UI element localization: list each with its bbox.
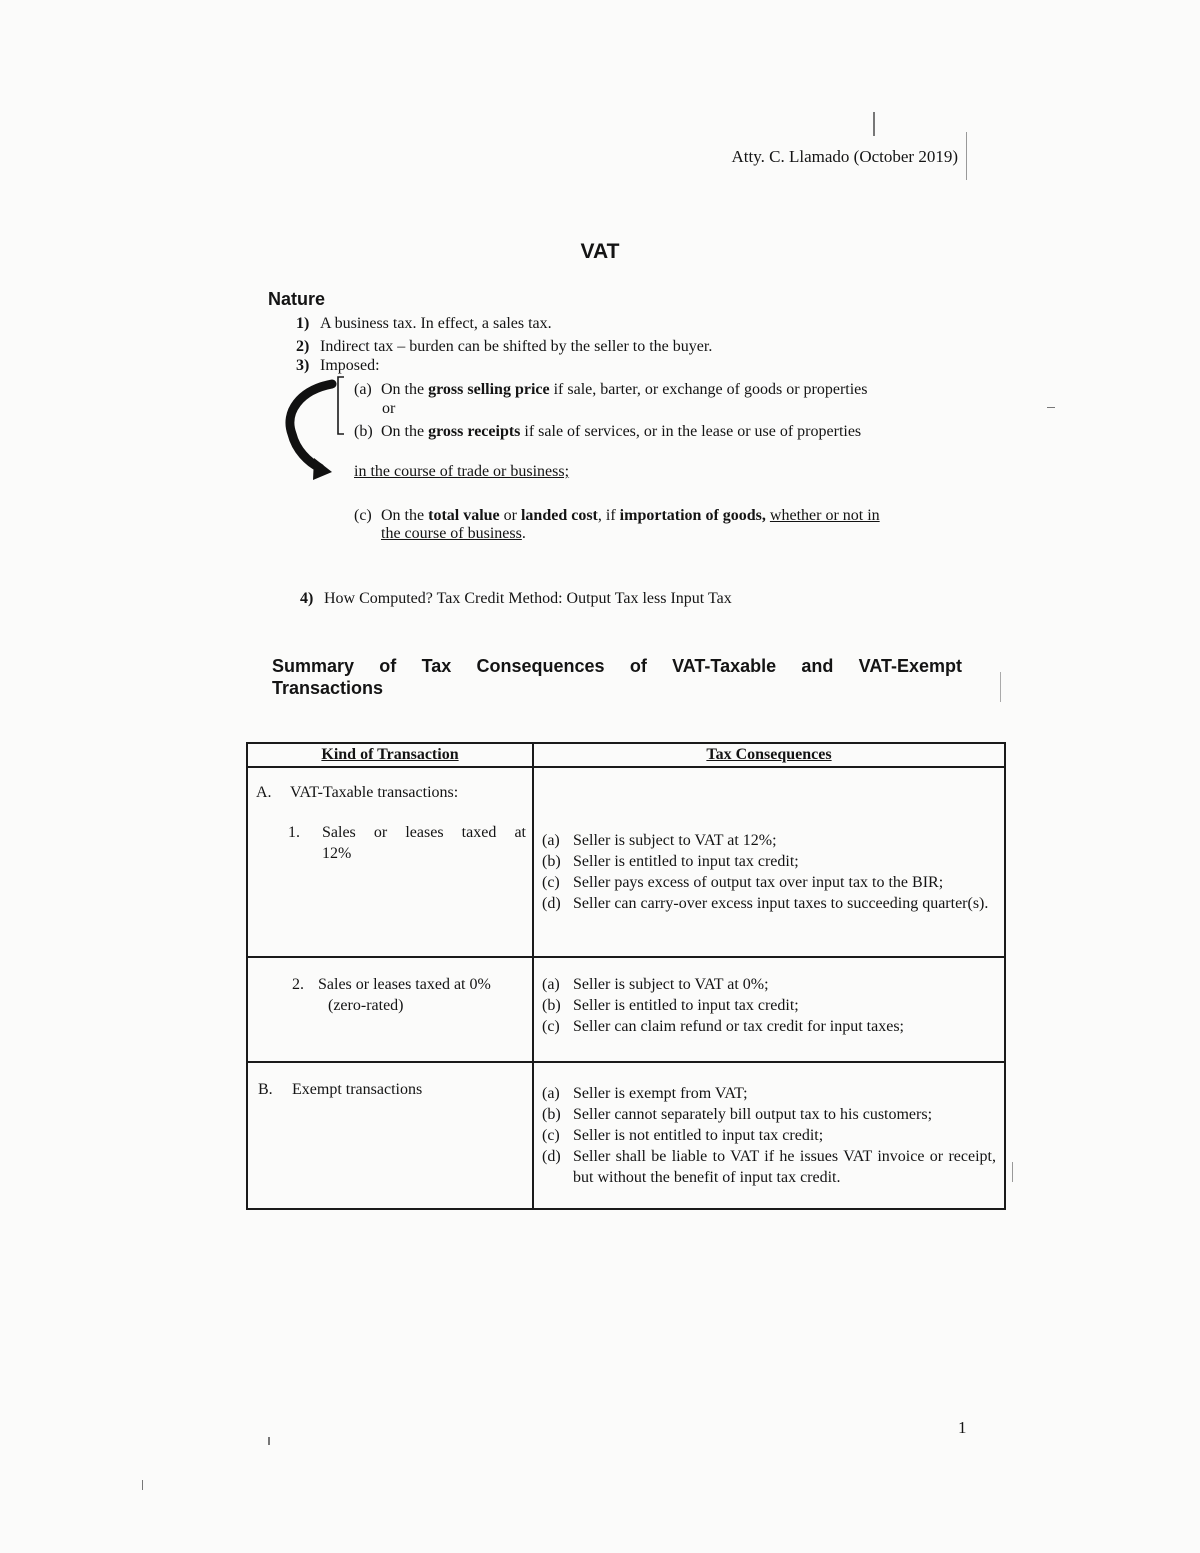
item-number: 4) <box>300 590 314 607</box>
text: if sale, barter, or exchange of goods or properties <box>549 381 868 398</box>
list-item <box>542 1146 996 1188</box>
section-text: VAT-Taxable transactions: <box>290 784 459 801</box>
consequences-list <box>534 1063 1004 1188</box>
section-a <box>248 768 532 802</box>
item-label: (a) <box>542 976 560 993</box>
item-number: 3) <box>296 357 310 374</box>
item-text: Imposed: <box>320 357 380 374</box>
item-number: 1) <box>296 315 310 332</box>
section-label: B. <box>258 1081 273 1098</box>
list-item <box>542 1016 996 1037</box>
item-label: (c) <box>542 874 560 891</box>
kind-text: 12% <box>322 845 352 862</box>
tax-consequences-table <box>246 742 1006 1210</box>
nature-heading: Nature <box>268 289 326 309</box>
importation-term: importation of goods, <box>619 507 766 524</box>
item-label: (a) <box>354 381 372 398</box>
item-text: Seller is subject to VAT at 0%; <box>573 976 769 993</box>
gross-selling-price-term: gross selling price <box>428 381 550 398</box>
consequences-cell <box>533 767 1005 957</box>
scan-mark <box>873 112 875 136</box>
list-item <box>542 1083 996 1104</box>
item-label: (d) <box>542 1148 561 1165</box>
scan-speck <box>1000 672 1001 702</box>
kind-text: Sales or leases taxed at 0% <box>318 976 491 993</box>
consequences-list <box>534 768 1004 914</box>
item-label: (a) <box>542 1085 560 1102</box>
imposed-b <box>354 423 861 441</box>
item-text: Seller cannot separately bill output tax to his customers; <box>573 1106 933 1123</box>
course-of-trade-note: in the course of trade or business; <box>354 463 570 480</box>
column-header: Tax Consequences <box>533 743 1005 767</box>
row-3-kind <box>248 1063 532 1099</box>
kind-cell <box>247 1062 533 1209</box>
nature-item-1 <box>296 315 552 333</box>
list-item <box>542 995 996 1016</box>
list-item <box>542 1104 996 1125</box>
gross-receipts-term: gross receipts <box>428 423 521 440</box>
text: . <box>521 525 526 542</box>
row-number: 1. <box>288 824 300 841</box>
item-label: (a) <box>542 832 560 849</box>
table-row <box>247 957 1005 1062</box>
scan-speck <box>142 1480 143 1490</box>
item-text: Seller can claim refund or tax credit for input taxes; <box>573 1018 904 1035</box>
imposed-c <box>354 507 964 543</box>
row-1-kind <box>248 802 532 864</box>
section-label: A. <box>256 784 272 801</box>
text: On the <box>381 423 429 440</box>
item-label: (c) <box>542 1127 560 1144</box>
item-label: (b) <box>542 997 561 1014</box>
row-2-kind <box>248 958 532 1016</box>
imposed-bracket-arrow-icon <box>280 372 360 482</box>
table-row <box>247 1062 1005 1209</box>
item-text: Seller is entitled to input tax credit; <box>573 997 799 1014</box>
list-item <box>542 872 996 893</box>
item-label: (c) <box>542 1018 560 1035</box>
item-text: How Computed? Tax Credit Method: Output Tax less Input Tax <box>324 590 732 607</box>
imposed-a <box>354 381 868 399</box>
list-item <box>542 893 996 914</box>
row-number: 2. <box>292 976 304 993</box>
table-header-row <box>247 743 1005 767</box>
item-label: (c) <box>354 507 372 524</box>
table-row <box>247 767 1005 957</box>
scan-mark <box>966 132 967 180</box>
underlined-text: whether or not in <box>769 507 880 524</box>
imposed-or: or <box>382 400 396 417</box>
summary-heading-line: Transactions <box>272 678 384 698</box>
total-value-term: total value <box>428 507 500 524</box>
text: On the <box>381 507 429 524</box>
list-item <box>542 851 996 872</box>
item-label: (b) <box>354 423 373 440</box>
page-number: 1 <box>958 1418 967 1437</box>
item-text: Seller is exempt from VAT; <box>573 1085 748 1102</box>
nature-item-4 <box>300 590 732 608</box>
item-text: Seller is entitled to input tax credit; <box>573 853 799 870</box>
item-label: (b) <box>542 853 561 870</box>
kind-text: (zero-rated) <box>328 997 404 1014</box>
text: On the <box>381 381 429 398</box>
item-text: Indirect tax – burden can be shifted by the seller to the buyer. <box>320 338 713 355</box>
text: , if <box>597 507 620 524</box>
item-number: 2) <box>296 338 310 355</box>
item-text: A business tax. In effect, a sales tax. <box>320 315 552 332</box>
item-text: Seller is not entitled to input tax credit; <box>573 1127 824 1144</box>
scan-speck <box>268 1437 270 1445</box>
summary-heading <box>272 655 962 699</box>
summary-heading-line: Summary of Tax Consequences of VAT-Taxable and VAT-Exempt <box>272 656 962 676</box>
kind-cell <box>247 767 533 957</box>
item-label: (d) <box>542 895 561 912</box>
kind-cell <box>247 957 533 1062</box>
underlined-text: the course of business <box>381 525 522 542</box>
item-text: Seller pays excess of output tax over input tax to the BIR; <box>573 874 944 891</box>
kind-text: Sales or leases taxed at <box>322 824 526 841</box>
list-item <box>542 830 996 851</box>
item-text: Seller is subject to VAT at 12%; <box>573 832 777 849</box>
consequences-cell <box>533 957 1005 1062</box>
item-text: Seller shall be liable to VAT if he issues VAT invoice or receipt, but without the benefit of input tax credit. <box>573 1148 996 1186</box>
author-date-line: Atty. C. Llamado (October 2019) <box>731 147 958 166</box>
page-title: VAT <box>580 240 620 263</box>
nature-item-2 <box>296 338 712 356</box>
consequences-list <box>534 958 1004 1037</box>
consequences-cell <box>533 1062 1005 1209</box>
scan-speck <box>1012 1162 1013 1182</box>
item-text: Seller can carry-over excess input taxes to succeeding quarter(s). <box>573 895 989 912</box>
text: or <box>499 507 521 524</box>
scan-speck <box>1047 407 1055 408</box>
list-item <box>542 1125 996 1146</box>
list-item <box>542 974 996 995</box>
item-label: (b) <box>542 1106 561 1123</box>
column-header: Kind of Transaction <box>247 743 533 767</box>
text: if sale of services, or in the lease or use of properties <box>520 423 862 440</box>
landed-cost-term: landed cost <box>520 507 598 524</box>
kind-text: Exempt transactions <box>292 1081 423 1098</box>
